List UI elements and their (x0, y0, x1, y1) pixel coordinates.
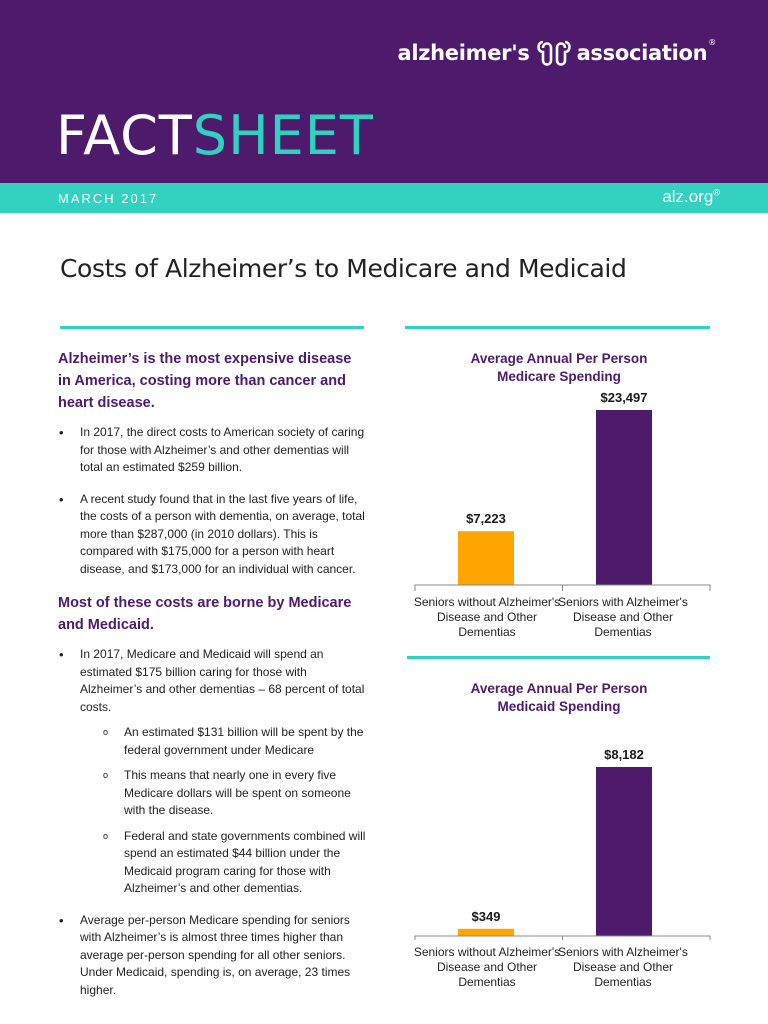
chart-title: Average Annual Per Person Medicare Spending (470, 351, 648, 384)
section-heading: Alzheimer’s is the most expensive disease in America, costing more than cancer and heart disease. (58, 351, 352, 411)
bar (596, 767, 652, 936)
sub-bullet-item: o An estimated $131 billion will be spent by the federal government under Medicare (80, 724, 366, 759)
x-axis (415, 936, 710, 940)
factsheet-title-fact: FACT (56, 104, 193, 167)
data-label: $23,497 (600, 390, 648, 405)
data-label: $349 (471, 908, 501, 924)
data-label: $7,223 (466, 511, 506, 527)
x-axis (415, 585, 710, 591)
publication-date: MARCH 2017 (58, 191, 159, 206)
bullet-item: • Average per-person Medicare spending for seniors with Alzheimer’s is almost three times higher than average per-person spending for all other seniors. Under Medicaid, spending is, on average, 23 times higher. (58, 912, 366, 1000)
bullet-item (58, 646, 366, 898)
bullet-item: • A recent study found that in the last five years of life, the costs of a person with dementia, on average, total more than $287,000 (in 2010 dollars). This is compared with $175,000 for a person with heart disease, and $173,000 for an individual with cancer. (58, 491, 366, 579)
sub-bullet-item: o Federal and state governments combined will spend an estimated $44 billion under the Medicaid program caring for those with Alzheimer’s and other dementias. (80, 828, 366, 898)
medicaid-chart-svg (398, 678, 720, 940)
left-column (58, 348, 366, 1013)
bar (458, 929, 514, 936)
logo-text-right: association (576, 41, 708, 65)
website-registered-mark: ® (713, 187, 720, 198)
data-label: $8,182 (604, 747, 644, 762)
sub-bullet-list (80, 724, 366, 898)
factsheet-title (56, 106, 374, 166)
bar (596, 410, 652, 585)
category-label: Seniors with Alzheimer's Disease and Other Dementias (558, 945, 688, 989)
document-title: Costs of Alzheimer’s to Medicare and Medicaid (60, 254, 627, 283)
alzheimers-association-logo (397, 38, 716, 68)
section-heading: Most of these costs are borne by Medicare and Medicaid. (58, 595, 352, 633)
chart2-divider (407, 656, 710, 659)
bullet-list (58, 646, 366, 999)
medicare-chart (398, 348, 720, 648)
bar (458, 531, 514, 585)
logo-registered-mark: ® (708, 38, 716, 47)
header-band (0, 0, 768, 183)
category-label: Seniors without Alzheimer's Disease and Other Dementias (413, 595, 561, 639)
logo-icon (535, 38, 573, 68)
medicaid-chart (398, 678, 720, 998)
bullet-item: • In 2017, the direct costs to American society of caring for those with Alzheimer’s and other dementias will total an estimated $259 billion. (58, 424, 366, 477)
category-label: Seniors with Alzheimer's Disease and Other Dementias (558, 595, 688, 639)
sub-bullet-item: o This means that nearly one in every five Medicare dollars will be spent on someone with the disease. (80, 767, 366, 820)
category-label: Seniors without Alzheimer's Disease and Other Dementias (413, 945, 561, 989)
chart1-divider (405, 326, 710, 329)
left-divider (60, 326, 364, 329)
bullet-list (58, 424, 366, 578)
medicare-chart-svg (398, 348, 720, 593)
website-text: alz.org (662, 187, 714, 206)
factsheet-title-sheet: SHEET (192, 104, 374, 167)
date-bar (0, 183, 768, 213)
chart-title: Average Annual Per Person Medicaid Spending (470, 681, 648, 714)
website-link[interactable] (662, 187, 720, 207)
bullet-text: In 2017, Medicare and Medicaid will spend an estimated $175 billion caring for those with Alzheimer’s and other dementias – 68 percent of total costs. (80, 647, 365, 714)
logo-text-left: alzheimer's (397, 41, 530, 65)
